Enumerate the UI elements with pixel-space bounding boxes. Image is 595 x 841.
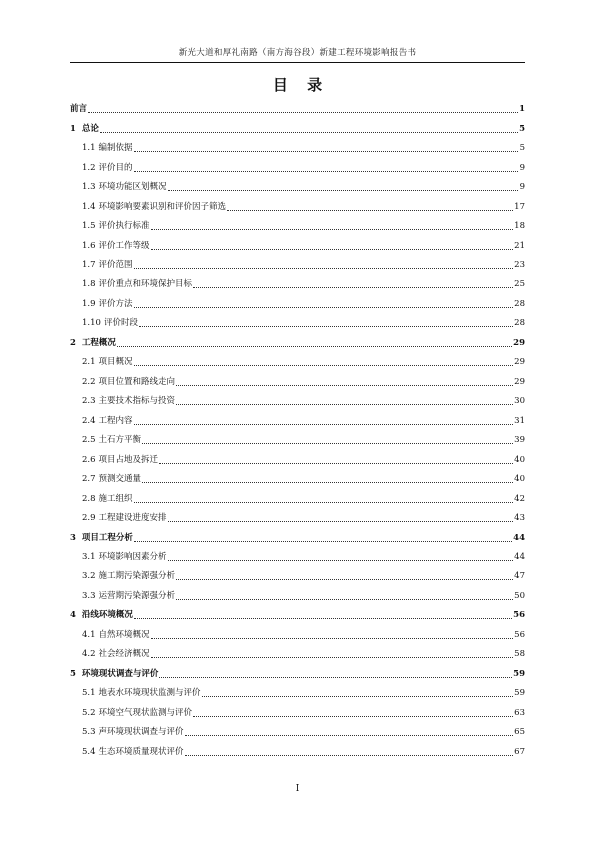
entry-page-number: 56 bbox=[513, 610, 525, 621]
dot-leader bbox=[117, 346, 512, 347]
entry-title: 评价范围 bbox=[98, 259, 133, 270]
entry-title: 地表水环境现状监测与评价 bbox=[98, 688, 201, 699]
entry-title: 主要技术指标与投资 bbox=[98, 396, 176, 407]
toc-section-2-6[interactable] bbox=[70, 450, 525, 469]
entry-number: 5 bbox=[70, 668, 76, 679]
entry-page-number: 31 bbox=[514, 415, 525, 426]
toc-section-2-5[interactable] bbox=[70, 431, 525, 450]
entry-title: 环境影响要素识别和评价因子筛选 bbox=[98, 201, 227, 212]
entry-number: 4 bbox=[70, 610, 76, 621]
dot-leader bbox=[151, 638, 514, 639]
entry-title: 评价执行标准 bbox=[98, 221, 150, 232]
entry-title: 沿线环境概况 bbox=[81, 610, 133, 621]
entry-title: 环境空气现状监测与评价 bbox=[98, 707, 193, 718]
dot-leader bbox=[168, 560, 514, 561]
entry-page-number: 1 bbox=[519, 104, 525, 115]
entry-page-number: 30 bbox=[514, 396, 525, 407]
entry-title: 运营期污染源强分析 bbox=[98, 590, 176, 601]
toc-entry-preface[interactable] bbox=[70, 100, 525, 119]
entry-number: 3 bbox=[70, 532, 76, 543]
entry-page-number: 59 bbox=[514, 688, 525, 699]
entry-title: 工程内容 bbox=[98, 415, 133, 426]
dot-leader bbox=[151, 249, 514, 250]
header-rule bbox=[70, 62, 525, 63]
entry-number: 2.1 bbox=[82, 357, 96, 368]
entry-title: 环境影响因素分析 bbox=[98, 552, 167, 563]
page-number: I bbox=[295, 784, 300, 794]
dot-leader bbox=[176, 579, 513, 580]
dot-leader bbox=[193, 287, 513, 288]
entry-number: 1.8 bbox=[82, 279, 96, 290]
entry-page-number: 42 bbox=[514, 493, 525, 504]
dot-leader bbox=[134, 268, 514, 269]
entry-number: 5.2 bbox=[82, 707, 96, 718]
entry-page-number: 40 bbox=[514, 454, 525, 465]
toc-section-3-1[interactable] bbox=[70, 548, 525, 567]
toc-section-2-2[interactable] bbox=[70, 373, 525, 392]
dot-leader bbox=[142, 482, 513, 483]
dot-leader bbox=[100, 132, 518, 133]
toc-section-3-2[interactable] bbox=[70, 567, 525, 586]
toc-chapter-1[interactable] bbox=[70, 119, 525, 138]
table-of-contents bbox=[70, 100, 525, 762]
dot-leader bbox=[176, 599, 513, 600]
dot-leader bbox=[142, 443, 513, 444]
entry-page-number: 25 bbox=[514, 279, 525, 290]
entry-page-number: 21 bbox=[514, 240, 525, 251]
entry-title: 环境功能区划概况 bbox=[98, 182, 167, 193]
entry-page-number: 9 bbox=[519, 182, 525, 193]
dot-leader bbox=[139, 326, 513, 327]
entry-number: 2.9 bbox=[82, 513, 96, 524]
entry-title: 评价时段 bbox=[103, 318, 138, 329]
entry-number: 3.1 bbox=[82, 552, 96, 563]
entry-number: 1 bbox=[70, 123, 76, 134]
entry-title: 项目位置和路线走向 bbox=[98, 376, 176, 387]
entry-number: 1.7 bbox=[82, 259, 96, 270]
toc-section-2-9[interactable] bbox=[70, 509, 525, 528]
dot-leader bbox=[159, 677, 512, 678]
dot-leader bbox=[134, 171, 518, 172]
entry-title: 项目概况 bbox=[98, 357, 133, 368]
entry-title: 工程概况 bbox=[81, 337, 116, 348]
toc-section-1-2[interactable] bbox=[70, 158, 525, 177]
toc-chapter-4[interactable] bbox=[70, 606, 525, 625]
entry-title: 前言 bbox=[70, 104, 88, 115]
toc-section-2-7[interactable] bbox=[70, 470, 525, 489]
entry-page-number: 28 bbox=[514, 298, 525, 309]
toc-section-2-8[interactable] bbox=[70, 489, 525, 508]
dot-leader bbox=[193, 716, 513, 717]
entry-number: 2.6 bbox=[82, 454, 96, 465]
dot-leader bbox=[227, 210, 513, 211]
toc-section-1-7[interactable] bbox=[70, 256, 525, 275]
toc-section-4-2[interactable] bbox=[70, 645, 525, 664]
dot-leader bbox=[202, 696, 514, 697]
running-header: 新光大道和厚礼南路（南方海谷段）新建工程环境影响报告书 bbox=[178, 48, 417, 58]
entry-page-number: 43 bbox=[514, 513, 525, 524]
entry-page-number: 44 bbox=[514, 552, 525, 563]
dot-leader bbox=[134, 502, 514, 503]
entry-number: 1.9 bbox=[82, 298, 96, 309]
dot-leader bbox=[185, 735, 514, 736]
entry-title: 声环境现状调查与评价 bbox=[98, 727, 184, 738]
entry-page-number: 18 bbox=[514, 221, 525, 232]
toc-section-1-5[interactable] bbox=[70, 217, 525, 236]
entry-title: 评价方法 bbox=[98, 298, 133, 309]
dot-leader bbox=[134, 424, 514, 425]
toc-section-1-1[interactable] bbox=[70, 139, 525, 158]
entry-number: 4.2 bbox=[82, 649, 96, 660]
entry-number: 1.1 bbox=[82, 143, 96, 154]
toc-section-1-9[interactable] bbox=[70, 295, 525, 314]
entry-page-number: 29 bbox=[514, 357, 525, 368]
entry-number: 5.1 bbox=[82, 688, 96, 699]
entry-page-number: 63 bbox=[514, 707, 525, 718]
dot-leader bbox=[134, 307, 514, 308]
dot-leader bbox=[176, 404, 513, 405]
entry-page-number: 28 bbox=[514, 318, 525, 329]
entry-title: 评价目的 bbox=[98, 162, 133, 173]
entry-title: 自然环境概况 bbox=[98, 629, 150, 640]
entry-page-number: 59 bbox=[513, 668, 525, 679]
entry-number: 2 bbox=[70, 337, 76, 348]
toc-heading: 目 录 bbox=[272, 76, 323, 94]
dot-leader bbox=[151, 657, 514, 658]
entry-number: 1.5 bbox=[82, 221, 96, 232]
toc-section-1-10[interactable] bbox=[70, 314, 525, 333]
dot-leader bbox=[185, 755, 514, 756]
entry-number: 1.6 bbox=[82, 240, 96, 251]
dot-leader bbox=[88, 112, 518, 113]
entry-page-number: 58 bbox=[514, 649, 525, 660]
toc-section-3-3[interactable] bbox=[70, 587, 525, 606]
dot-leader bbox=[168, 190, 518, 191]
toc-section-2-3[interactable] bbox=[70, 392, 525, 411]
entry-number: 1.4 bbox=[82, 201, 96, 212]
entry-number: 1.10 bbox=[82, 318, 101, 329]
entry-title: 预测交通量 bbox=[98, 474, 142, 485]
entry-page-number: 5 bbox=[519, 143, 525, 154]
entry-number: 4.1 bbox=[82, 629, 96, 640]
entry-number: 5.3 bbox=[82, 727, 96, 738]
entry-number: 2.8 bbox=[82, 493, 96, 504]
toc-section-1-8[interactable] bbox=[70, 275, 525, 294]
entry-number: 5.4 bbox=[82, 746, 96, 757]
toc-chapter-3[interactable] bbox=[70, 528, 525, 547]
entry-number: 1.2 bbox=[82, 162, 96, 173]
entry-page-number: 44 bbox=[513, 532, 525, 543]
entry-title: 工程建设进度安排 bbox=[98, 513, 167, 524]
entry-page-number: 29 bbox=[513, 337, 525, 348]
entry-number: 2.7 bbox=[82, 474, 96, 485]
entry-page-number: 5 bbox=[519, 123, 525, 134]
entry-number: 2.5 bbox=[82, 435, 96, 446]
entry-number: 2.2 bbox=[82, 376, 96, 387]
entry-number: 3.2 bbox=[82, 571, 96, 582]
entry-page-number: 23 bbox=[514, 259, 525, 270]
toc-section-5-3[interactable] bbox=[70, 723, 525, 742]
entry-title: 评价工作等级 bbox=[98, 240, 150, 251]
dot-leader bbox=[134, 541, 512, 542]
entry-page-number: 9 bbox=[519, 162, 525, 173]
entry-page-number: 47 bbox=[514, 571, 525, 582]
toc-section-2-1[interactable] bbox=[70, 353, 525, 372]
entry-page-number: 67 bbox=[514, 746, 525, 757]
entry-number: 3.3 bbox=[82, 590, 96, 601]
entry-title: 总论 bbox=[81, 123, 99, 134]
entry-title: 评价重点和环境保护目标 bbox=[98, 279, 193, 290]
entry-title: 社会经济概况 bbox=[98, 649, 150, 660]
entry-page-number: 29 bbox=[514, 376, 525, 387]
entry-title: 项目占地及拆迁 bbox=[98, 454, 159, 465]
entry-number: 2.3 bbox=[82, 396, 96, 407]
dot-leader bbox=[176, 385, 513, 386]
entry-title: 项目工程分析 bbox=[81, 532, 133, 543]
entry-title: 编制依据 bbox=[98, 143, 133, 154]
entry-title: 施工组织 bbox=[98, 493, 133, 504]
entry-title: 环境现状调查与评价 bbox=[81, 668, 159, 679]
entry-page-number: 17 bbox=[514, 201, 525, 212]
entry-page-number: 50 bbox=[514, 590, 525, 601]
entry-page-number: 65 bbox=[514, 727, 525, 738]
toc-chapter-5[interactable] bbox=[70, 665, 525, 684]
entry-page-number: 40 bbox=[514, 474, 525, 485]
entry-number: 1.3 bbox=[82, 182, 96, 193]
toc-section-5-4[interactable] bbox=[70, 742, 525, 761]
entry-page-number: 39 bbox=[514, 435, 525, 446]
toc-section-1-3[interactable] bbox=[70, 178, 525, 197]
entry-number: 2.4 bbox=[82, 415, 96, 426]
entry-title: 生态环境质量现状评价 bbox=[98, 746, 184, 757]
dot-leader bbox=[168, 521, 514, 522]
toc-section-2-4[interactable] bbox=[70, 412, 525, 431]
dot-leader bbox=[134, 618, 512, 619]
dot-leader bbox=[151, 229, 514, 230]
entry-title: 施工期污染源强分析 bbox=[98, 571, 176, 582]
toc-section-5-2[interactable] bbox=[70, 704, 525, 723]
entry-page-number: 56 bbox=[514, 629, 525, 640]
toc-section-1-4[interactable] bbox=[70, 197, 525, 216]
toc-section-1-6[interactable] bbox=[70, 236, 525, 255]
toc-chapter-2[interactable] bbox=[70, 334, 525, 353]
dot-leader bbox=[159, 463, 513, 464]
dot-leader bbox=[134, 365, 514, 366]
dot-leader bbox=[134, 151, 518, 152]
toc-section-4-1[interactable] bbox=[70, 626, 525, 645]
entry-title: 土石方平衡 bbox=[98, 435, 142, 446]
toc-section-5-1[interactable] bbox=[70, 684, 525, 703]
